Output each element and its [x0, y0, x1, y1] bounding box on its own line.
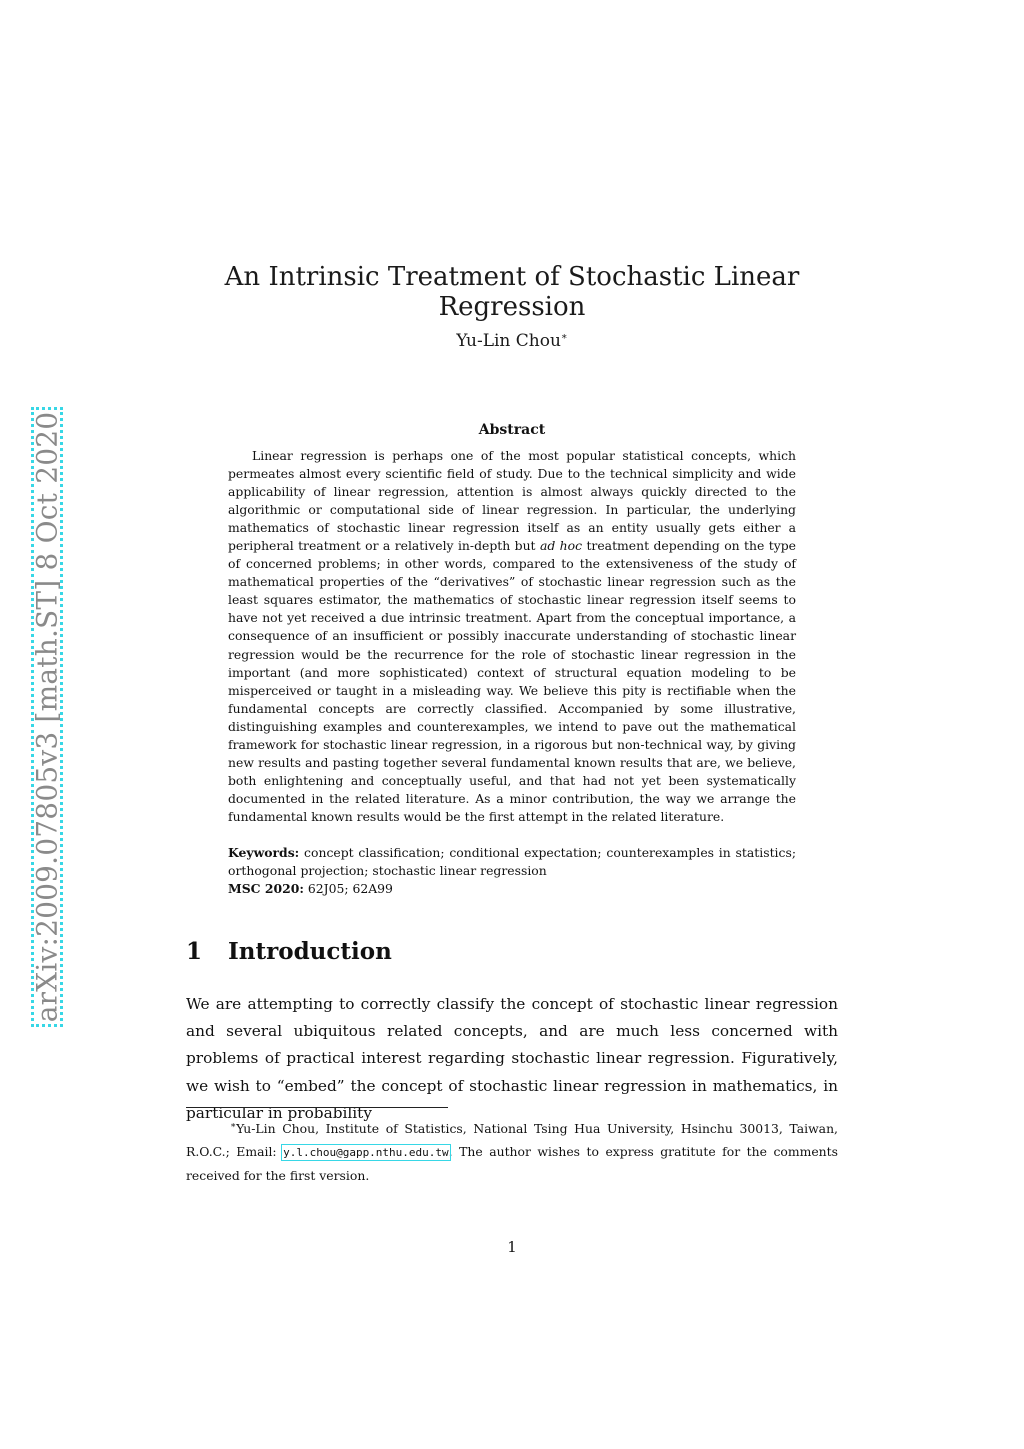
msc-line: [228, 880, 796, 898]
author-footnote-mark: ∗: [560, 331, 568, 343]
author-line: [150, 331, 874, 351]
section-title: Introduction: [228, 938, 392, 965]
section-heading-introduction: [186, 938, 392, 965]
footnote-text-part2: . The author wishes to express gratitute for the comments received for the first version.: [186, 1143, 838, 1183]
footnote-divider: [186, 1107, 448, 1108]
abstract-emphasis: ad hoc: [539, 538, 583, 554]
author-email-link[interactable]: y.l.chou@gapp.nthu.edu.tw: [283, 1145, 449, 1159]
abstract-text-part1: Linear regression is perhaps one of the most popular statistical concepts, which permeates almost every scientific field of study. Due to the technical simplicity and wide applicability of linear regression, attention is almost always quickly directed to the algorithmic or computational side of linear regression. In particular, the underlying mathematics of stochastic linear regression itself as an entity usually gets either a peripheral treatment or a relatively in-depth but: [228, 448, 796, 554]
abstract-text-part2: treatment depending on the type of concerned problems; in other words, compared to the extensiveness of the study of mathematical properties of the “derivatives” of stochastic linear regression such as the least squares estimator, the mathematics of stochastic linear regression itself seems to have not yet received a due intrinsic treatment. Apart from the conceptual importance, a consequence of an insufficient or possibly inaccurate understanding of stochastic linear regression would be the recurrence for the role of stochastic linear regression in the important (and more sophisticated) context of structural equation modeling to be misperceived or taught in a misleading way. We believe this pity is rectifiable when the fundamental concepts are correctly classified. Accompanied by some illustrative, distinguishing examples and counterexamples, we intend to pave out the mathematical framework for stochastic linear regression, in a rigorous but non-technical way, by giving new results and pasting together several fundamental known results that are, we believe, both enlightening and conceptually useful, and that had not yet been systematically documented in the related literature. As a minor contribution, the way we arrange the fundamental known results would be the first attempt in the related literature.: [228, 538, 796, 824]
abstract-heading: Abstract: [478, 422, 546, 438]
arxiv-identifier-text: arXiv:2009.07805v3 [math.ST] 8 Oct 2020: [30, 411, 64, 1023]
arxiv-identifier-stamp[interactable]: [31, 407, 63, 1027]
footnote: [186, 1115, 838, 1188]
msc-label: MSC 2020:: [228, 881, 304, 896]
footnote-text-part1: Yu-Lin Chou, Institute of Statistics, National Tsing Hua University, Hsinchu 30013, Taiwan, R.O.C.; Email:: [186, 1121, 838, 1159]
paper-title: An Intrinsic Treatment of Stochastic Linear Regression: [224, 262, 800, 322]
section-number: 1: [186, 938, 203, 965]
footnote-mark: ∗: [230, 1121, 237, 1131]
keywords-label: Keywords:: [228, 845, 300, 860]
page-number: 1: [507, 1238, 517, 1256]
msc-text: 62J05; 62A99: [303, 881, 393, 896]
introduction-paragraph: We are attempting to correctly classify the concept of stochastic linear regression and several ubiquitous related concepts, and are much less concerned with problems of practical interest regarding stochastic linear regression. Figuratively, we wish to “embed” the concept of stochastic linear regression in mathematics, in particular in probability: [186, 995, 838, 1122]
keywords-line: [228, 844, 796, 880]
abstract-body: [228, 447, 796, 826]
author-name: Yu-Lin Chou: [456, 331, 561, 351]
keywords-text: concept classification; conditional expectation; counterexamples in statistics; orthogonal projection; stochastic linear regression: [228, 845, 796, 878]
